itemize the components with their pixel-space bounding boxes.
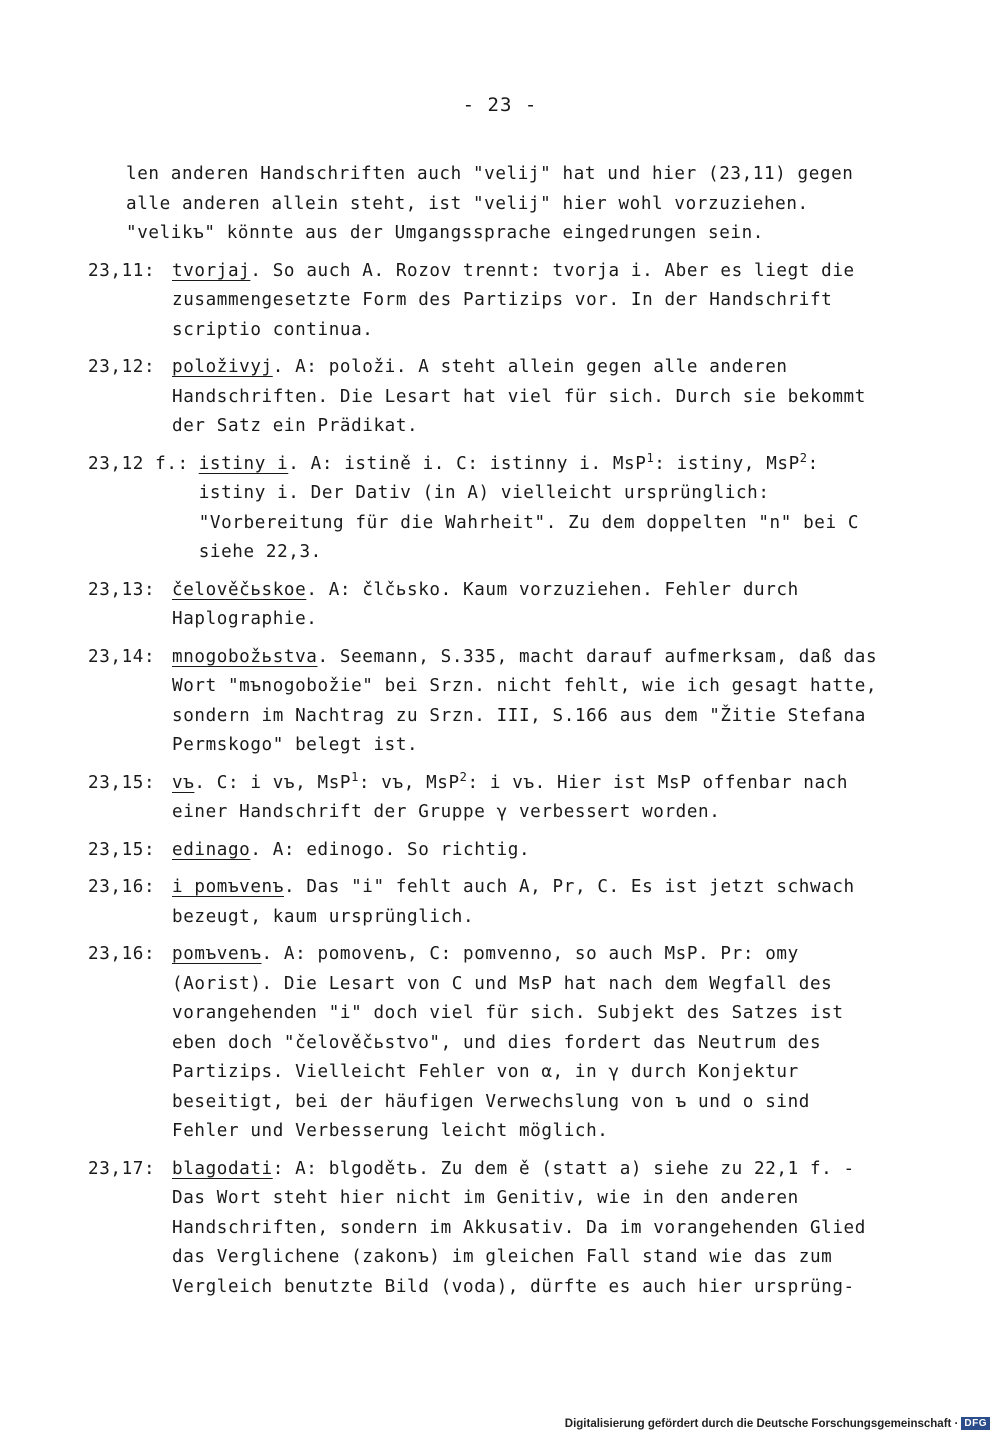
entry-lemma: edinago	[172, 839, 251, 860]
entry-lemma: vъ	[172, 772, 195, 793]
page-body	[88, 160, 878, 1310]
entry-lemma: pomъvenъ	[172, 944, 262, 964]
entry-reference: 23,15:	[88, 772, 156, 793]
commentary-entry	[88, 576, 878, 635]
intro-paragraph: len anderen Handschriften auch "velij" hat und hier (23,11) gegen alle anderen allein steht, ist "velij" hier wohl vorzuziehen. "velikъ" könnte aus der Umgangssprache eingedrungen sein.	[126, 164, 854, 243]
entry-text-part: . Das "i" fehlt auch A, Pr, C. Es ist jetzt schwach bezeugt, kaum ursprünglich.	[172, 877, 855, 927]
entry-reference: 23,11:	[88, 260, 156, 281]
entry-text	[172, 940, 878, 1147]
entry-reference: 23,16:	[88, 944, 156, 964]
commentary-entry	[88, 450, 878, 568]
commentary-entry	[88, 643, 878, 761]
entry-text	[172, 1155, 878, 1303]
entry-reference: 23,12 f.:	[88, 453, 189, 474]
footer-text: Digitalisierung gefördert durch die Deutsche Forschungsgemeinschaft ·	[564, 1417, 959, 1430]
entry-text-part: : istiny i. Der Dativ (in A) vielleicht ursprünglich: "Vorbereitung für die Wahrheit". Zu dem doppelten "n" bei C siehe 22,3.	[198, 453, 860, 562]
entry-text-part: . A: istině i. C: istinny i. MsP	[288, 453, 647, 474]
entry-lemma: položivyj	[172, 357, 273, 377]
entry-lemma: tvorjaj	[172, 260, 251, 281]
entry-text-part: . A: edinogo. So richtig.	[250, 839, 531, 860]
commentary-entry	[88, 769, 878, 828]
commentary-entry	[88, 873, 878, 932]
entry-text	[172, 643, 878, 761]
entry-superscript: 1	[351, 769, 359, 784]
entry-reference: 23,13:	[88, 579, 156, 600]
funding-footer	[565, 1417, 990, 1430]
entry-text-part: . Seemann, S.335, macht darauf aufmerksam, daß das Wort "mъnogobožie" bei Srzn. nicht fehlt, wie ich gesagt hatte, sondern im Nachtrag zu Srzn. III, S.166 aus dem "Žitie Stefana Permskogo" belegt ist.	[172, 646, 878, 755]
entry-text-part: : vъ, MsP	[358, 772, 460, 793]
entry-lemma: čelověčьskoe	[172, 579, 307, 600]
entry-text	[172, 873, 878, 932]
commentary-entries	[88, 257, 878, 1303]
entry-text-part: . A: pomovenъ, C: pomvenno, so auch MsP. Pr: omy (Aorist). Die Lesart von C und MsP hat nach dem Wegfall des vorangehenden "i" doch viel für sich. Subjekt des Satzes ist eben doch "čelověčьstvo", und dies fordert das Neutrum des Partizips. Vielleicht Fehler von α, in γ durch Konjektur beseitigt, bei der häufigen Verwechslung von ъ und o sind Fehler und Verbesserung leicht möglich.	[172, 944, 844, 1141]
entry-text-part: . C: i vъ, MsP	[194, 772, 352, 793]
entry-reference: 23,17:	[88, 1158, 156, 1179]
dfg-logo-icon: DFG	[961, 1417, 990, 1430]
entry-superscript: 2	[459, 769, 468, 784]
entry-reference: 23,14:	[88, 646, 156, 667]
entry-text-part: . So auch A. Rozov trennt: tvorja i. Aber es liegt die zusammengesetzte Form des Partizips vor. In der Handschrift scriptio continua.	[172, 260, 855, 340]
entry-reference: 23,12:	[88, 357, 156, 377]
entry-text-part: : i vъ. Hier ist MsP offenbar nach einer Handschrift der Gruppe γ verbessert worden.	[172, 772, 849, 822]
entry-superscript: 2	[799, 450, 808, 465]
entry-text	[172, 769, 878, 828]
entry-text-part: : istiny, MsP	[654, 453, 800, 474]
entry-lemma: istiny i	[198, 453, 289, 474]
entry-lemma: blagodati	[172, 1158, 273, 1179]
entry-lemma: mnogobožьstva	[172, 646, 318, 667]
entry-text	[172, 576, 878, 635]
commentary-entry	[88, 353, 878, 442]
entry-lemma: i pomъvenъ	[172, 877, 284, 897]
entry-text	[172, 353, 878, 442]
entry-text-part: . A: položi. A steht allein gegen alle anderen Handschriften. Die Lesart hat viel für sich. Durch sie bekommt der Satz ein Prädikat.	[172, 357, 866, 436]
entry-reference: 23,16:	[88, 877, 156, 897]
entry-text	[172, 836, 878, 866]
commentary-entry	[88, 257, 878, 346]
page-number: - 23 -	[462, 94, 538, 116]
commentary-entry	[88, 836, 878, 866]
entry-text	[172, 257, 878, 346]
entry-text	[199, 450, 878, 568]
commentary-entry	[88, 1155, 878, 1303]
entry-reference: 23,15:	[88, 839, 156, 860]
entry-text-part: . A: člčьsko. Kaum vorzuziehen. Fehler durch Haplographie.	[172, 579, 799, 629]
commentary-entry	[88, 940, 878, 1147]
entry-superscript: 1	[646, 450, 655, 465]
entry-text-part: : A: blgodětь. Zu dem ě (statt a) siehe zu 22,1 f. - Das Wort steht hier nicht im Genitiv, wie in den anderen Handschriften, sondern im Akkusativ. Da im vorangehenden Glied das Verglichene (zakonъ) im gleichen Fall stand wie das zum Vergleich benutzte Bild (voda), dürfte es auch hier ursprüng-	[172, 1158, 866, 1297]
